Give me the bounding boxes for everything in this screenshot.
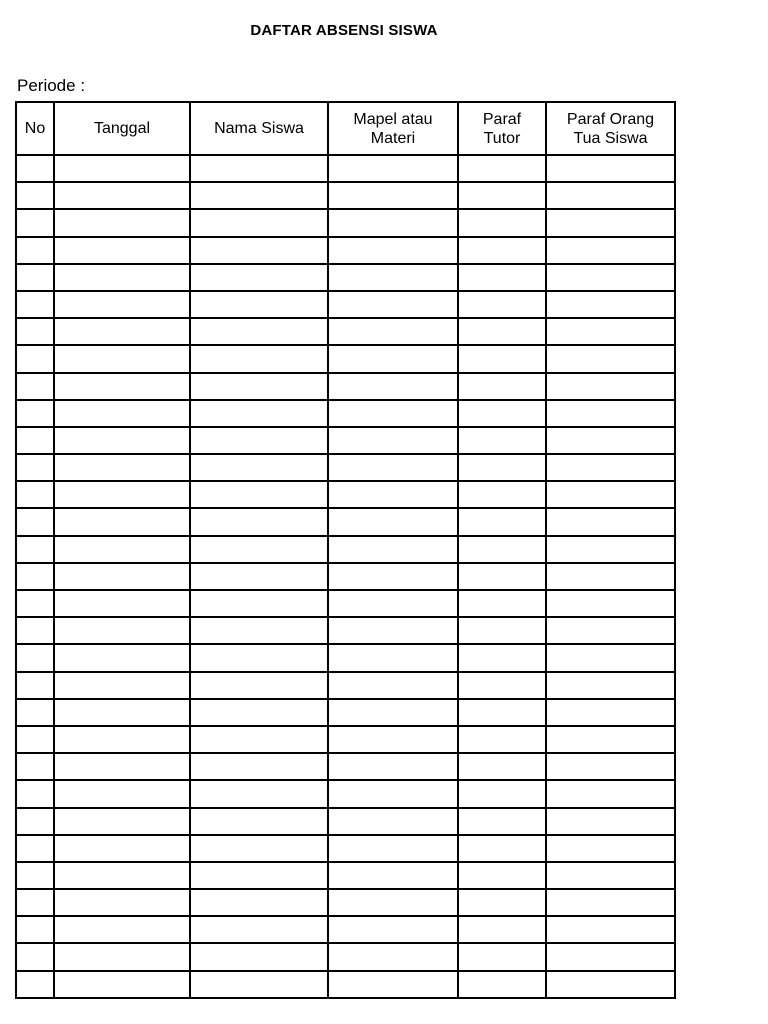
header-paraf-ortu [546, 102, 675, 155]
table-row [16, 726, 675, 753]
cell-mapel [328, 237, 458, 264]
table-row [16, 508, 675, 535]
cell-mapel [328, 481, 458, 508]
cell-paraf-tutor [458, 780, 546, 807]
cell-no [16, 753, 54, 780]
cell-nama-siswa [190, 508, 328, 535]
cell-no [16, 481, 54, 508]
cell-tanggal [54, 835, 190, 862]
cell-tanggal [54, 373, 190, 400]
cell-tanggal [54, 400, 190, 427]
cell-paraf-ortu [546, 780, 675, 807]
cell-mapel [328, 699, 458, 726]
cell-mapel [328, 508, 458, 535]
cell-mapel [328, 835, 458, 862]
cell-mapel [328, 209, 458, 236]
cell-paraf-tutor [458, 400, 546, 427]
cell-no [16, 345, 54, 372]
header-mapel [328, 102, 458, 155]
cell-tanggal [54, 644, 190, 671]
cell-paraf-tutor [458, 318, 546, 345]
cell-tanggal [54, 318, 190, 345]
cell-paraf-ortu [546, 209, 675, 236]
cell-mapel [328, 182, 458, 209]
cell-no [16, 617, 54, 644]
cell-nama-siswa [190, 699, 328, 726]
table-row [16, 617, 675, 644]
cell-paraf-ortu [546, 971, 675, 998]
cell-paraf-ortu [546, 617, 675, 644]
table-row [16, 264, 675, 291]
cell-paraf-tutor [458, 345, 546, 372]
cell-paraf-ortu [546, 400, 675, 427]
cell-no [16, 916, 54, 943]
cell-tanggal [54, 672, 190, 699]
cell-paraf-tutor [458, 971, 546, 998]
cell-paraf-ortu [546, 291, 675, 318]
cell-mapel [328, 808, 458, 835]
table-row [16, 237, 675, 264]
cell-no [16, 943, 54, 970]
cell-paraf-tutor [458, 536, 546, 563]
cell-paraf-ortu [546, 427, 675, 454]
header-no [16, 102, 54, 155]
cell-paraf-ortu [546, 726, 675, 753]
table-row [16, 345, 675, 372]
header-paraf-tutor [458, 102, 546, 155]
header-tanggal-label: Tanggal [93, 120, 151, 137]
cell-paraf-tutor [458, 862, 546, 889]
cell-paraf-ortu [546, 699, 675, 726]
cell-tanggal [54, 943, 190, 970]
cell-mapel [328, 971, 458, 998]
header-mapel-line2: Materi [370, 129, 416, 147]
cell-paraf-ortu [546, 508, 675, 535]
cell-no [16, 699, 54, 726]
cell-nama-siswa [190, 454, 328, 481]
cell-tanggal [54, 590, 190, 617]
cell-no [16, 672, 54, 699]
cell-nama-siswa [190, 400, 328, 427]
cell-no [16, 209, 54, 236]
cell-nama-siswa [190, 943, 328, 970]
cell-paraf-ortu [546, 536, 675, 563]
table-row [16, 590, 675, 617]
cell-paraf-tutor [458, 726, 546, 753]
cell-mapel [328, 563, 458, 590]
cell-nama-siswa [190, 318, 328, 345]
table-row [16, 808, 675, 835]
cell-no [16, 889, 54, 916]
cell-nama-siswa [190, 862, 328, 889]
table-row [16, 563, 675, 590]
cell-no [16, 155, 54, 182]
cell-nama-siswa [190, 835, 328, 862]
cell-mapel [328, 318, 458, 345]
table-row [16, 753, 675, 780]
header-mapel-line1: Mapel atau [353, 110, 433, 128]
cell-paraf-tutor [458, 427, 546, 454]
cell-paraf-tutor [458, 835, 546, 862]
cell-no [16, 400, 54, 427]
cell-paraf-ortu [546, 808, 675, 835]
cell-mapel [328, 155, 458, 182]
cell-nama-siswa [190, 644, 328, 671]
table-row [16, 672, 675, 699]
table-row [16, 536, 675, 563]
cell-tanggal [54, 971, 190, 998]
cell-paraf-ortu [546, 155, 675, 182]
cell-nama-siswa [190, 617, 328, 644]
cell-tanggal [54, 726, 190, 753]
cell-tanggal [54, 889, 190, 916]
cell-tanggal [54, 699, 190, 726]
table-row [16, 209, 675, 236]
cell-mapel [328, 291, 458, 318]
cell-no [16, 862, 54, 889]
table-row [16, 291, 675, 318]
cell-nama-siswa [190, 182, 328, 209]
cell-tanggal [54, 345, 190, 372]
cell-no [16, 427, 54, 454]
cell-nama-siswa [190, 373, 328, 400]
table-row [16, 699, 675, 726]
cell-tanggal [54, 209, 190, 236]
cell-tanggal [54, 536, 190, 563]
document-title: DAFTAR ABSENSI SISWA [250, 22, 438, 39]
cell-mapel [328, 536, 458, 563]
cell-tanggal [54, 454, 190, 481]
cell-no [16, 454, 54, 481]
cell-tanggal [54, 508, 190, 535]
table-row [16, 400, 675, 427]
cell-paraf-tutor [458, 209, 546, 236]
table-row [16, 971, 675, 998]
cell-nama-siswa [190, 563, 328, 590]
table-row [16, 427, 675, 454]
cell-paraf-tutor [458, 237, 546, 264]
cell-no [16, 536, 54, 563]
table-row [16, 373, 675, 400]
cell-tanggal [54, 291, 190, 318]
periode-label: Periode : [17, 76, 86, 95]
cell-paraf-ortu [546, 345, 675, 372]
header-nama-siswa-label: Nama Siswa [214, 120, 304, 137]
cell-paraf-tutor [458, 943, 546, 970]
cell-mapel [328, 617, 458, 644]
cell-mapel [328, 889, 458, 916]
cell-paraf-ortu [546, 672, 675, 699]
cell-paraf-ortu [546, 563, 675, 590]
cell-paraf-ortu [546, 644, 675, 671]
cell-nama-siswa [190, 916, 328, 943]
cell-nama-siswa [190, 209, 328, 236]
table-row [16, 943, 675, 970]
cell-mapel [328, 862, 458, 889]
cell-tanggal [54, 808, 190, 835]
cell-tanggal [54, 264, 190, 291]
header-paraf-tutor-line1: Paraf [482, 110, 522, 128]
cell-nama-siswa [190, 971, 328, 998]
cell-paraf-tutor [458, 590, 546, 617]
cell-paraf-ortu [546, 237, 675, 264]
cell-no [16, 644, 54, 671]
cell-paraf-tutor [458, 454, 546, 481]
table-header-row [16, 102, 675, 155]
header-no-label: No [24, 120, 46, 137]
table-row [16, 835, 675, 862]
cell-no [16, 182, 54, 209]
table-row [16, 481, 675, 508]
cell-paraf-tutor [458, 563, 546, 590]
cell-paraf-ortu [546, 481, 675, 508]
cell-tanggal [54, 237, 190, 264]
cell-paraf-tutor [458, 889, 546, 916]
cell-paraf-tutor [458, 699, 546, 726]
cell-paraf-tutor [458, 373, 546, 400]
cell-tanggal [54, 862, 190, 889]
table-row [16, 318, 675, 345]
cell-tanggal [54, 563, 190, 590]
cell-no [16, 563, 54, 590]
cell-mapel [328, 400, 458, 427]
cell-tanggal [54, 481, 190, 508]
cell-nama-siswa [190, 672, 328, 699]
table-row [16, 889, 675, 916]
table-row [16, 780, 675, 807]
cell-mapel [328, 753, 458, 780]
cell-nama-siswa [190, 753, 328, 780]
cell-no [16, 318, 54, 345]
cell-paraf-ortu [546, 318, 675, 345]
cell-paraf-tutor [458, 155, 546, 182]
cell-mapel [328, 345, 458, 372]
cell-nama-siswa [190, 780, 328, 807]
attendance-table [15, 101, 676, 999]
cell-paraf-tutor [458, 182, 546, 209]
cell-mapel [328, 726, 458, 753]
cell-no [16, 808, 54, 835]
cell-paraf-tutor [458, 672, 546, 699]
cell-paraf-tutor [458, 508, 546, 535]
header-paraf-ortu-line2: Tua Siswa [573, 129, 648, 147]
cell-paraf-tutor [458, 291, 546, 318]
cell-mapel [328, 943, 458, 970]
header-paraf-ortu-line1: Paraf Orang [566, 110, 655, 128]
cell-nama-siswa [190, 536, 328, 563]
cell-paraf-ortu [546, 862, 675, 889]
table-row [16, 644, 675, 671]
cell-paraf-tutor [458, 264, 546, 291]
cell-mapel [328, 454, 458, 481]
cell-paraf-tutor [458, 617, 546, 644]
cell-paraf-ortu [546, 916, 675, 943]
cell-nama-siswa [190, 889, 328, 916]
cell-paraf-tutor [458, 644, 546, 671]
cell-mapel [328, 916, 458, 943]
cell-mapel [328, 427, 458, 454]
cell-paraf-ortu [546, 889, 675, 916]
cell-nama-siswa [190, 808, 328, 835]
cell-paraf-ortu [546, 590, 675, 617]
cell-paraf-tutor [458, 808, 546, 835]
cell-paraf-ortu [546, 454, 675, 481]
cell-tanggal [54, 155, 190, 182]
table-row [16, 916, 675, 943]
cell-nama-siswa [190, 155, 328, 182]
cell-nama-siswa [190, 345, 328, 372]
cell-tanggal [54, 916, 190, 943]
header-tanggal [54, 102, 190, 155]
cell-no [16, 780, 54, 807]
cell-tanggal [54, 617, 190, 644]
cell-no [16, 590, 54, 617]
cell-mapel [328, 590, 458, 617]
cell-mapel [328, 373, 458, 400]
header-paraf-tutor-line2: Tutor [483, 129, 521, 147]
cell-no [16, 726, 54, 753]
cell-no [16, 264, 54, 291]
cell-tanggal [54, 753, 190, 780]
header-nama-siswa [190, 102, 328, 155]
cell-no [16, 835, 54, 862]
table-body [16, 155, 675, 998]
table-row [16, 862, 675, 889]
cell-nama-siswa [190, 291, 328, 318]
cell-mapel [328, 264, 458, 291]
cell-paraf-ortu [546, 753, 675, 780]
table-row [16, 454, 675, 481]
cell-nama-siswa [190, 427, 328, 454]
cell-nama-siswa [190, 726, 328, 753]
cell-mapel [328, 672, 458, 699]
cell-paraf-ortu [546, 182, 675, 209]
table-row [16, 155, 675, 182]
cell-no [16, 373, 54, 400]
cell-no [16, 237, 54, 264]
cell-paraf-ortu [546, 835, 675, 862]
cell-mapel [328, 644, 458, 671]
cell-paraf-ortu [546, 943, 675, 970]
cell-no [16, 291, 54, 318]
cell-no [16, 971, 54, 998]
cell-paraf-ortu [546, 264, 675, 291]
cell-paraf-tutor [458, 481, 546, 508]
cell-paraf-ortu [546, 373, 675, 400]
cell-tanggal [54, 427, 190, 454]
table-row [16, 182, 675, 209]
cell-nama-siswa [190, 481, 328, 508]
cell-nama-siswa [190, 590, 328, 617]
cell-tanggal [54, 182, 190, 209]
cell-nama-siswa [190, 237, 328, 264]
cell-paraf-tutor [458, 916, 546, 943]
cell-no [16, 508, 54, 535]
cell-paraf-tutor [458, 753, 546, 780]
cell-nama-siswa [190, 264, 328, 291]
cell-mapel [328, 780, 458, 807]
cell-tanggal [54, 780, 190, 807]
